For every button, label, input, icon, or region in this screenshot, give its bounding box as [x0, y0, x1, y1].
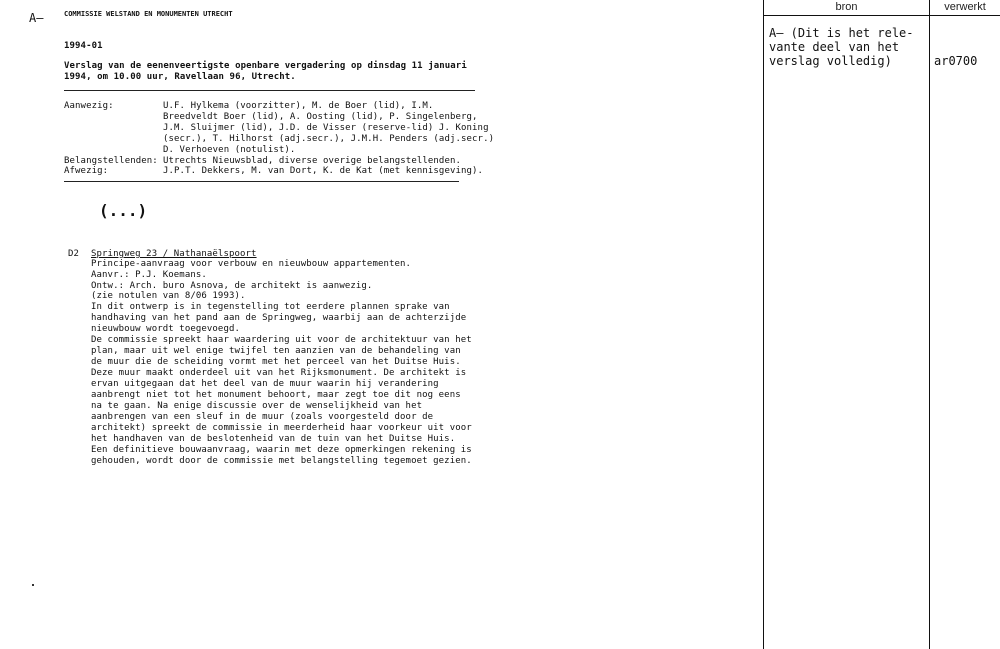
column-header-divider — [763, 15, 1000, 16]
item-text-line: aanbrengt niet tot het monument behoort, maar zegt toe dit nog eens — [91, 390, 461, 400]
attendance-label-interested: Belangstellenden: — [64, 156, 158, 166]
item-text-line: handhaving van het pand aan de Springweg, waarbij aan de achterzijde — [91, 313, 467, 323]
ellipsis-marker: (...) — [99, 201, 148, 220]
item-text-line: De commissie spreekt haar waardering uit voor de architektuur van het — [91, 335, 472, 345]
bron-column-left-border — [763, 0, 764, 649]
attendance-present-line: (secr.), T. Hilhorst (adj.secr.), J.M.H. Penders (adj.secr.) — [163, 134, 495, 144]
item-text-line: Aanvr.: P.J. Koemans. — [91, 270, 207, 280]
item-code: D2 — [68, 249, 80, 259]
item-text-line: na te gaan. Na enige discussie over de wenselijkheid van het — [91, 401, 423, 411]
bron-column-header: bron — [835, 1, 858, 13]
header-divider — [64, 90, 475, 91]
item-text-line: het handhaven van de beslotenheid van de tuin van het Duitse Huis. — [91, 434, 456, 444]
item-text-line: gehouden, wordt door de commissie met belangstelling tegemoet gezien. — [91, 456, 472, 466]
verwerkt-column-header: verwerkt — [944, 1, 986, 13]
item-text-line: nieuwbouw wordt toegevoegd. — [91, 324, 240, 334]
attendance-present-line: D. Verhoeven (notulist). — [163, 145, 296, 155]
bron-note-line: vante deel van het — [769, 40, 900, 54]
bron-note-line: verslag volledig) — [769, 54, 892, 68]
item-text-line: In dit ontwerp is in tegenstelling tot eerdere plannen sprake van — [91, 302, 450, 312]
attendance-interested-line: Utrechts Nieuwsblad, diverse overige belangstellenden. — [163, 156, 461, 166]
item-text-line: Deze muur maakt onderdeel uit van het Rijksmonument. De architekt is — [91, 368, 467, 378]
item-text-line: architekt) spreekt de commissie in meerderheid haar voorkeur uit voor — [91, 423, 472, 433]
scan-speck — [32, 584, 34, 586]
verwerkt-column-left-border — [929, 0, 930, 649]
bron-note-line: A– (Dit is het rele- — [769, 26, 914, 40]
item-text-line: Ontw.: Arch. buro Asnova, de architekt is aanwezig. — [91, 281, 373, 291]
attendance-absent-line: J.P.T. Dekkers, M. van Dort, K. de Kat (met kennisgeving). — [163, 166, 484, 176]
item-title: Springweg 23 / Nathanaëlspoort — [91, 249, 257, 259]
document-title: COMMISSIE WELSTAND EN MONUMENTEN UTRECHT — [64, 10, 233, 18]
attendance-present-line: J.M. Sluijmer (lid), J.D. de Visser (reserve-lid) J. Koning — [163, 123, 489, 133]
item-text-line: Een definitieve bouwaanvraag, waarin met deze opmerkingen rekening is — [91, 445, 472, 455]
margin-mark: A– — [29, 11, 44, 25]
attendance-label-absent: Afwezig: — [64, 166, 109, 176]
report-heading-line-1: Verslag van de eenenveertigste openbare vergadering op dinsdag 11 januari — [64, 61, 467, 71]
attendance-present-line: Breedveldt Boer (lid), A. Oosting (lid), P. Singelenberg, — [163, 112, 478, 122]
attendance-divider — [64, 181, 459, 182]
item-text-line: de muur die de scheiding vormt met het perceel van het Duitse Huis. — [91, 357, 461, 367]
item-text-line: plan, maar uit wel enige twijfel ten aanzien van de behandeling van — [91, 346, 461, 356]
item-text-line: aanbrengen van een sleuf in de muur (zoals voorgesteld door de — [91, 412, 434, 422]
item-text-line: ervan uitgegaan dat het deel van de muur waarin hij verandering — [91, 379, 439, 389]
meeting-code: 1994-01 — [64, 41, 103, 51]
attendance-label-present: Aanwezig: — [64, 101, 114, 111]
verwerkt-value: ar0700 — [934, 54, 978, 68]
item-text-line: (zie notulen van 8/06 1993). — [91, 291, 246, 301]
report-heading-line-2: 1994, om 10.00 uur, Ravellaan 96, Utrecht. — [64, 72, 296, 82]
item-text-line: Principe-aanvraag voor verbouw en nieuwbouw appartementen. — [91, 259, 412, 269]
attendance-present-line: U.F. Hylkema (voorzitter), M. de Boer (lid), I.M. — [163, 101, 434, 111]
